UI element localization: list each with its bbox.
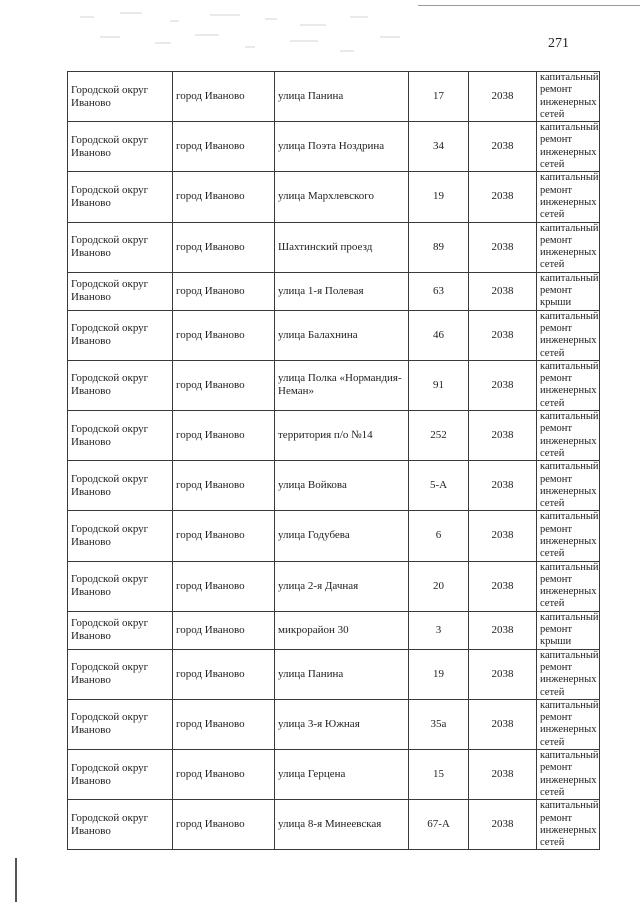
street-cell: улица 8-я Минеевская: [275, 800, 409, 850]
year-cell: 2038: [469, 511, 537, 561]
work-type-cell: капитальный ремонт инженерных сетей: [537, 511, 600, 561]
work-type-cell: капитальный ремонт инженерных сетей: [537, 699, 600, 749]
city-cell: город Иваново: [173, 310, 275, 360]
table-row: [68, 122, 600, 172]
street-cell: улица Поэта Ноздрина: [275, 122, 409, 172]
house-number-cell: 67-А: [409, 800, 469, 850]
city-cell: город Иваново: [173, 649, 275, 699]
house-number-cell: 5-А: [409, 461, 469, 511]
okrug-cell: Городской округ Иваново: [68, 411, 173, 461]
street-cell: улица Панина: [275, 72, 409, 122]
city-cell: город Иваново: [173, 800, 275, 850]
street-cell: улица Балахнина: [275, 310, 409, 360]
house-number-cell: 252: [409, 411, 469, 461]
okrug-cell: Городской округ Иваново: [68, 649, 173, 699]
house-number-cell: 34: [409, 122, 469, 172]
top-rule: [418, 5, 640, 6]
street-cell: улица 3-я Южная: [275, 699, 409, 749]
okrug-cell: Городской округ Иваново: [68, 699, 173, 749]
work-type-cell: капитальный ремонт инженерных сетей: [537, 360, 600, 410]
city-cell: город Иваново: [173, 172, 275, 222]
work-type-cell: капитальный ремонт инженерных сетей: [537, 561, 600, 611]
work-type-cell: капитальный ремонт крыши: [537, 272, 600, 310]
table-row: [68, 222, 600, 272]
table-row: [68, 699, 600, 749]
table-row: [68, 172, 600, 222]
work-type-cell: капитальный ремонт инженерных сетей: [537, 461, 600, 511]
page-number: 271: [548, 36, 569, 51]
table-row: [68, 511, 600, 561]
street-cell: улица Мархлевского: [275, 172, 409, 222]
work-type-cell: капитальный ремонт инженерных сетей: [537, 649, 600, 699]
house-number-cell: 46: [409, 310, 469, 360]
okrug-cell: Городской округ Иваново: [68, 750, 173, 800]
work-type-cell: капитальный ремонт крыши: [537, 611, 600, 649]
house-number-cell: 35а: [409, 699, 469, 749]
year-cell: 2038: [469, 750, 537, 800]
house-number-cell: 19: [409, 172, 469, 222]
street-cell: улица Войкова: [275, 461, 409, 511]
table-row: [68, 310, 600, 360]
work-type-cell: капитальный ремонт инженерных сетей: [537, 172, 600, 222]
house-number-cell: 20: [409, 561, 469, 611]
okrug-cell: Городской округ Иваново: [68, 272, 173, 310]
year-cell: 2038: [469, 800, 537, 850]
house-number-cell: 91: [409, 360, 469, 410]
house-number-cell: 63: [409, 272, 469, 310]
house-number-cell: 6: [409, 511, 469, 561]
year-cell: 2038: [469, 611, 537, 649]
street-cell: улица 2-я Дачная: [275, 561, 409, 611]
street-cell: улица Полка «Нормандия-Неман»: [275, 360, 409, 410]
city-cell: город Иваново: [173, 699, 275, 749]
city-cell: город Иваново: [173, 360, 275, 410]
year-cell: 2038: [469, 360, 537, 410]
city-cell: город Иваново: [173, 511, 275, 561]
scan-edge-mark: [15, 858, 17, 902]
year-cell: 2038: [469, 272, 537, 310]
street-cell: улица 1-я Полевая: [275, 272, 409, 310]
work-type-cell: капитальный ремонт инженерных сетей: [537, 800, 600, 850]
okrug-cell: Городской округ Иваново: [68, 122, 173, 172]
city-cell: город Иваново: [173, 411, 275, 461]
house-number-cell: 89: [409, 222, 469, 272]
okrug-cell: Городской округ Иваново: [68, 172, 173, 222]
street-cell: улица Панина: [275, 649, 409, 699]
okrug-cell: Городской округ Иваново: [68, 611, 173, 649]
city-cell: город Иваново: [173, 72, 275, 122]
table-row: [68, 411, 600, 461]
okrug-cell: Городской округ Иваново: [68, 310, 173, 360]
year-cell: 2038: [469, 561, 537, 611]
table-row: [68, 800, 600, 850]
okrug-cell: Городской округ Иваново: [68, 72, 173, 122]
okrug-cell: Городской округ Иваново: [68, 511, 173, 561]
work-type-cell: капитальный ремонт инженерных сетей: [537, 72, 600, 122]
table-row: [68, 360, 600, 410]
scan-noise: [60, 6, 440, 66]
table-row: [68, 461, 600, 511]
city-cell: город Иваново: [173, 561, 275, 611]
table-row: [68, 561, 600, 611]
okrug-cell: Городской округ Иваново: [68, 222, 173, 272]
year-cell: 2038: [469, 172, 537, 222]
registry-table-body: [68, 72, 600, 850]
work-type-cell: капитальный ремонт инженерных сетей: [537, 122, 600, 172]
okrug-cell: Городской округ Иваново: [68, 561, 173, 611]
year-cell: 2038: [469, 222, 537, 272]
work-type-cell: капитальный ремонт инженерных сетей: [537, 411, 600, 461]
year-cell: 2038: [469, 310, 537, 360]
city-cell: город Иваново: [173, 461, 275, 511]
city-cell: город Иваново: [173, 222, 275, 272]
work-type-cell: капитальный ремонт инженерных сетей: [537, 750, 600, 800]
okrug-cell: Городской округ Иваново: [68, 800, 173, 850]
house-number-cell: 17: [409, 72, 469, 122]
table-row: [68, 272, 600, 310]
registry-table: [67, 71, 600, 850]
house-number-cell: 15: [409, 750, 469, 800]
year-cell: 2038: [469, 649, 537, 699]
street-cell: территория п/о №14: [275, 411, 409, 461]
house-number-cell: 3: [409, 611, 469, 649]
city-cell: город Иваново: [173, 750, 275, 800]
city-cell: город Иваново: [173, 122, 275, 172]
okrug-cell: Городской округ Иваново: [68, 360, 173, 410]
work-type-cell: капитальный ремонт инженерных сетей: [537, 222, 600, 272]
table-row: [68, 611, 600, 649]
city-cell: город Иваново: [173, 272, 275, 310]
street-cell: микрорайон 30: [275, 611, 409, 649]
work-type-cell: капитальный ремонт инженерных сетей: [537, 310, 600, 360]
city-cell: город Иваново: [173, 611, 275, 649]
street-cell: улица Годубева: [275, 511, 409, 561]
year-cell: 2038: [469, 72, 537, 122]
street-cell: улица Герцена: [275, 750, 409, 800]
table-row: [68, 72, 600, 122]
table-row: [68, 649, 600, 699]
year-cell: 2038: [469, 411, 537, 461]
table-row: [68, 750, 600, 800]
street-cell: Шахтинский проезд: [275, 222, 409, 272]
okrug-cell: Городской округ Иваново: [68, 461, 173, 511]
year-cell: 2038: [469, 122, 537, 172]
year-cell: 2038: [469, 699, 537, 749]
house-number-cell: 19: [409, 649, 469, 699]
year-cell: 2038: [469, 461, 537, 511]
